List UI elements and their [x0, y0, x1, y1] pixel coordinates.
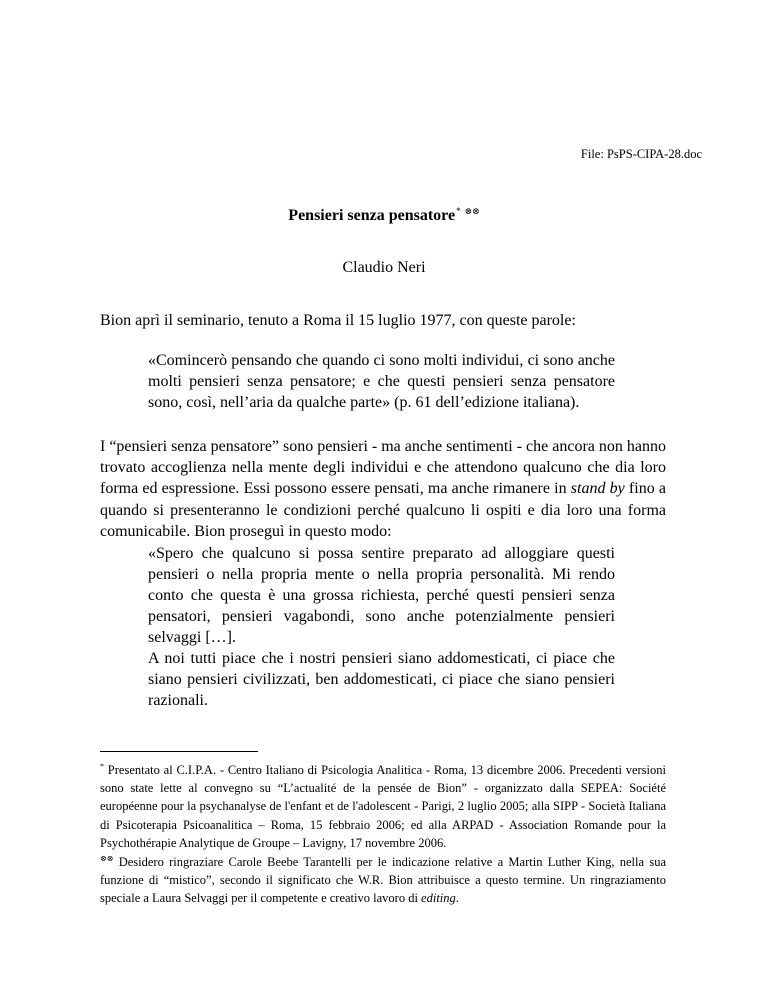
title-footnote-mark-1[interactable]: *: [456, 205, 461, 216]
block-quote-2-part-b: A noi tutti piace che i nostri pensieri siano addomesticati, ci piace che siano pensieri civilizzati, ben addomesticati, ci piace che siano pensieri razionali.: [148, 650, 615, 709]
paragraph-pensieri-part-a: I “pensieri senza pensatore” sono pensieri - ma anche sentimenti - che ancora non hanno trovato accoglienza nella mente degli individui e che attendono qualcuno che dia loro forma ed espressione. Essi possono essere pensati, ma anche rimanere in: [100, 438, 666, 498]
footnote-1: [100, 761, 666, 852]
author-name: Claudio Neri: [342, 259, 426, 276]
footnote-2-emphasis: editing: [421, 891, 456, 906]
footnote-1-text: Presentato al C.I.P.A. - Centro Italiano di Psicologia Analitica - Roma, 13 dicembre 2006. Precedenti versioni sono state lette al convegno su “L’actualité de la pensée de Bion” - organizzato dalla SEPEA: Société européenne pour la psychanalyse de l'enfant et de l'adolescent - Parigi, 2 luglio 2005; alla SIPP - Società Italiana di Psicoterapia Psicoanalitica – Roma, 15 febbraio 2006; ed alla ARPAD - Association Romande pour la Psychothérapie Analytique de Groupe – Lavigny, 17 novembre 2006.: [100, 763, 666, 850]
document-title: [0, 206, 768, 226]
block-quote-2-part-a: «Spero che qualcuno si possa sentire preparato ad alloggiare questi pensieri o nella propria mente o nella propria personalità. Mi rendo conto che questa è una grossa richiesta, perché questi pensieri senza pensatori, pensieri vagabondi, sono anche potenzialmente pensieri selvaggi […].: [148, 545, 615, 646]
title-footnote-mark-2[interactable]: ⊗⊗: [464, 205, 480, 216]
block-quote-2: [148, 543, 615, 711]
file-reference: File: PsPS-CIPA-28.doc: [580, 147, 702, 161]
footnote-2: [100, 853, 666, 908]
block-quote-1: «Comincerò pensando che quando ci sono molti individui, ci sono anche molti pensieri senza pensatore; e che questi pensieri senza pensatore sono, così, nell’aria da qualche parte» (p. 61 dell’edizione italiana).: [148, 352, 615, 411]
footnote-2-mark: ⊗⊗: [100, 853, 114, 863]
paragraph-intro: Bion aprì il seminario, tenuto a Roma il 15 luglio 1977, con queste parole:: [100, 312, 576, 329]
footnote-1-mark: *: [100, 761, 104, 771]
footnote-2-text-a: Desidero ringraziare Carole Beebe Tarantelli per le indicazione relative a Martin Luther King, nella sua funzione di “mistico”, secondo il significato che W.R. Bion attribuisce a questo termine. Un ringraziamento speciale a Laura Selvaggi per il competente e creativo lavoro di: [100, 855, 666, 906]
paragraph-pensieri: [100, 436, 666, 542]
paragraph-pensieri-emphasis: stand by: [570, 480, 625, 498]
footnote-separator: [100, 751, 258, 752]
paragraph-pensieri-part-b: fino a quando si presenteranno le condizioni perché qualcuno li ospiti e dia loro una forma comunicabile. Bion proseguì in questo modo:: [100, 480, 666, 540]
footnote-2-text-b: .: [455, 891, 459, 906]
title-text: Pensieri senza pensatore: [288, 207, 456, 224]
